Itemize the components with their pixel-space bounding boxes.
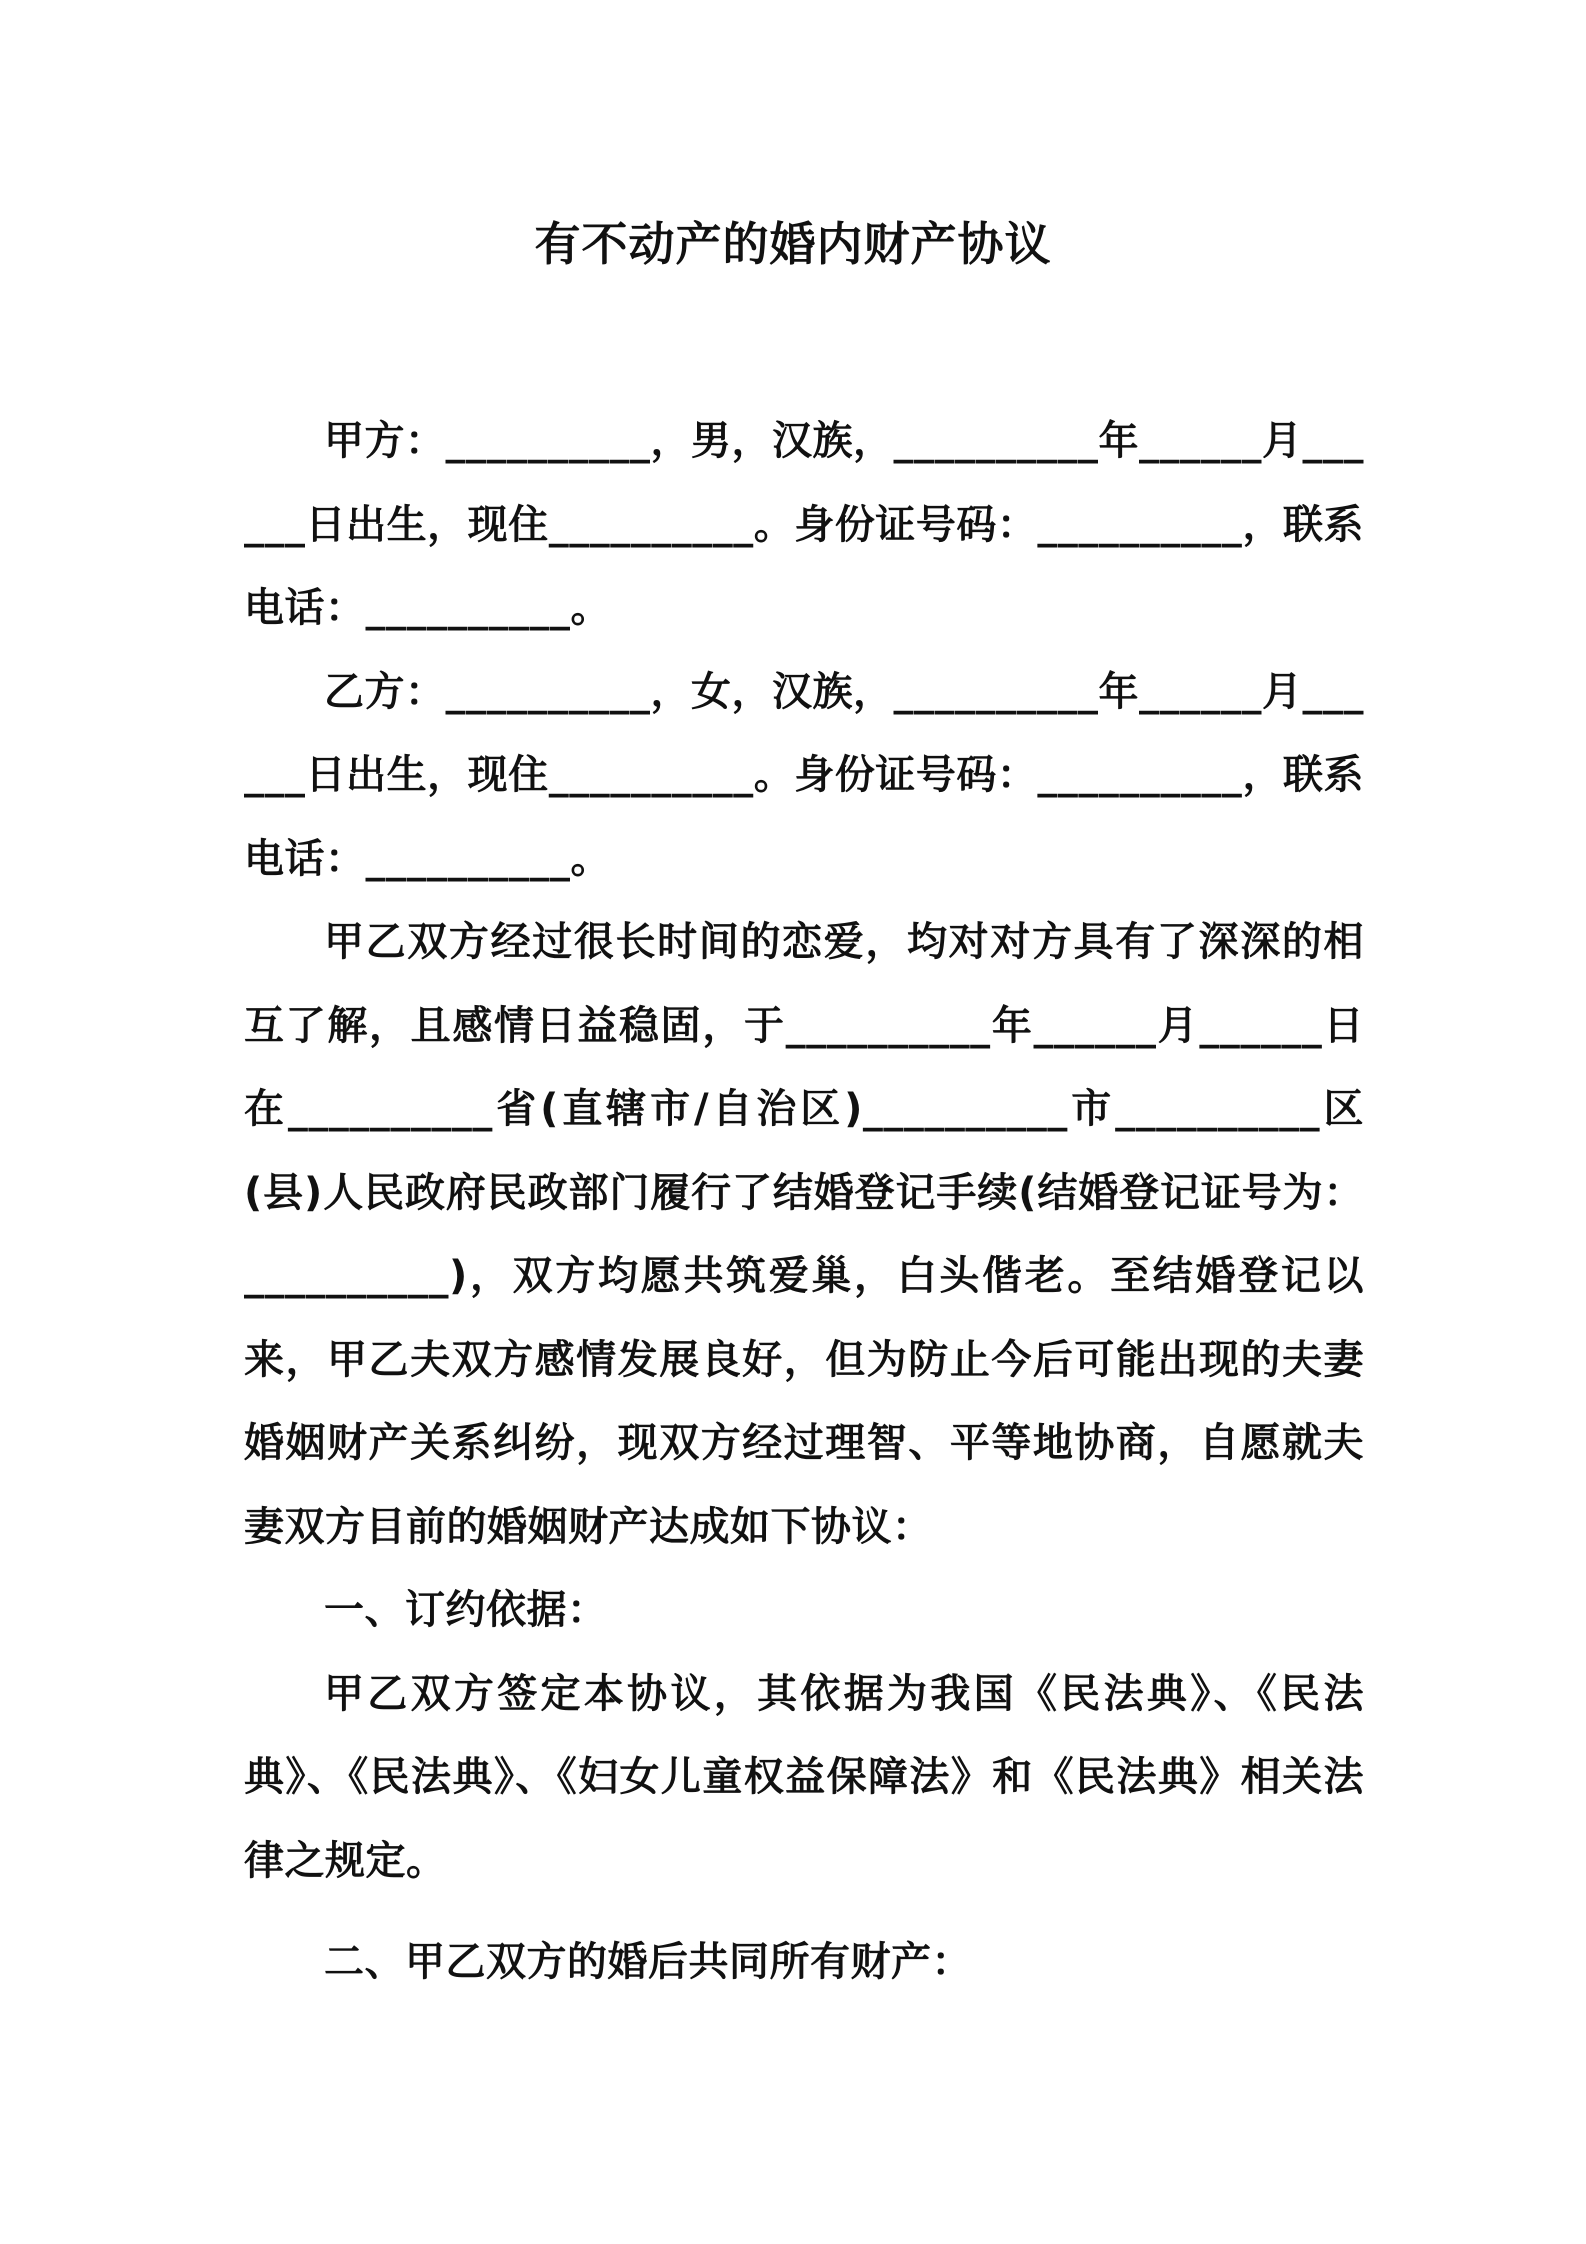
basis-paragraph: 甲乙双方签定本协议，其依据为我国《民法典》、《民法典》、《民法典》、《妇女儿童权益保障法》和《民法典》相关法律之规定。 bbox=[244, 1670, 1364, 1884]
section-heading-basis: 一、订约依据： bbox=[324, 1587, 608, 1633]
document-title: 有不动产的婚内财产协议 bbox=[534, 217, 1052, 271]
background-paragraph: 甲乙双方经过很长时间的恋爱，均对对方具有了深深的相互了解，且感情日益稳固，于__________年______月______日在__________省(直辖市/自治区)__________市__________区(县)人民政府民政部门履行了结婚登记手续(结婚登记证号为：__________)，双方均愿共筑爱巢，白头偕老。至结婚登记以来，甲乙夫双方感情发展良好，但为防止今后可能出现的夫妻婚姻财产关系纠纷，现双方经过理智、平等地协商，自愿就夫妻双方目前的婚姻财产达成如下协议： bbox=[244, 919, 1364, 1550]
section-heading-joint-property: 二、甲乙双方的婚后共同所有财产： bbox=[324, 1939, 972, 1985]
party-a-paragraph: 甲方：__________，男，汉族，__________年______月______日出生，现住__________。身份证号码：__________，联系电话：__________。 bbox=[244, 418, 1364, 631]
party-b-paragraph: 乙方：__________，女，汉族，__________年______月______日出生，现住__________。身份证号码：__________，联系电话：__________。 bbox=[244, 668, 1364, 882]
document-body bbox=[244, 400, 1364, 2005]
